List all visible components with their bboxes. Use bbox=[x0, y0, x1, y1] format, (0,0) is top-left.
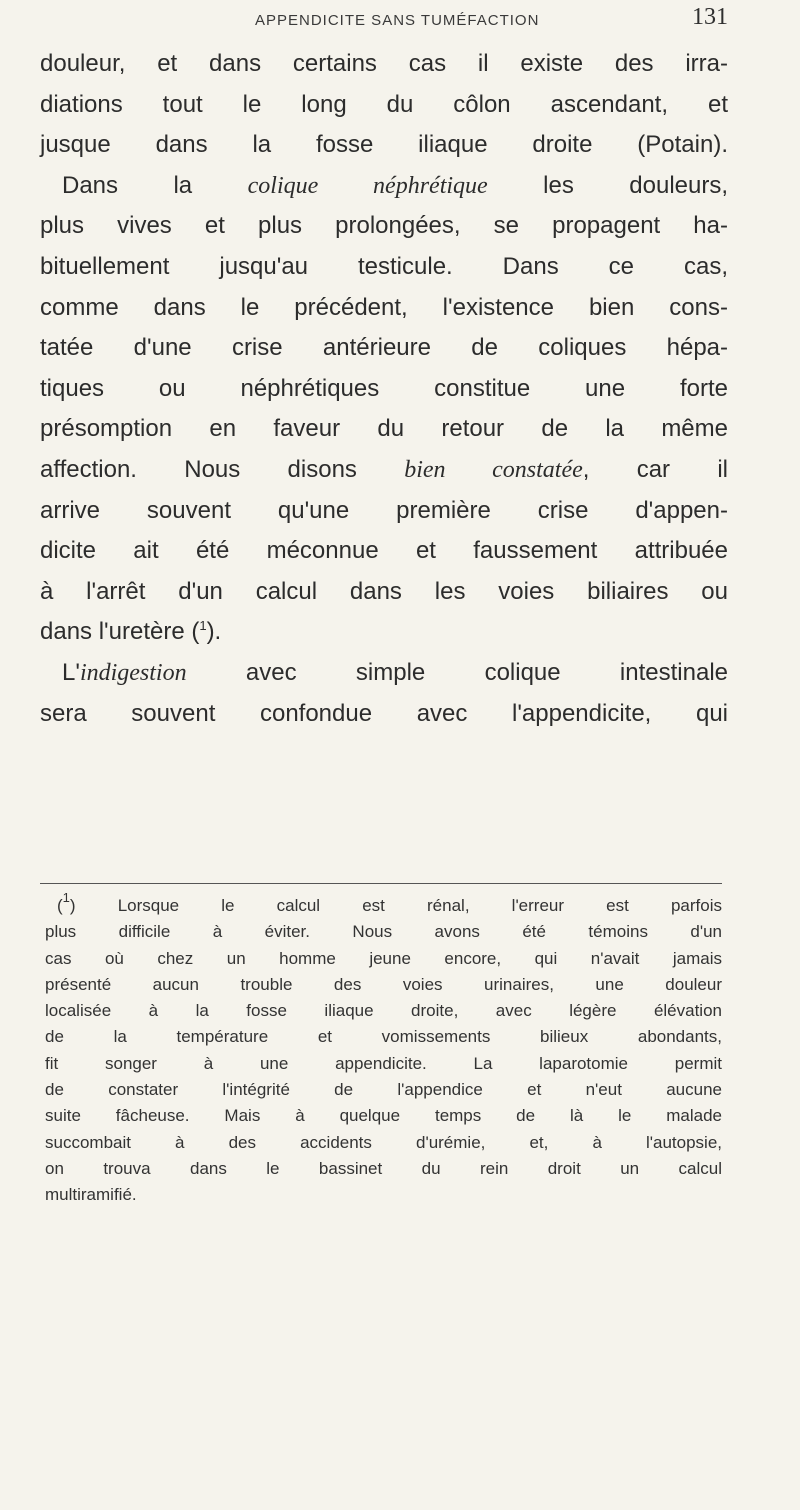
text-run: les douleurs, bbox=[487, 171, 729, 199]
text-line: tiques ou néphrétiques constitue une forte bbox=[40, 374, 728, 402]
text-run: L' bbox=[62, 658, 80, 686]
running-header bbox=[255, 4, 775, 38]
footnote-line: fit songer à une appendicite. La laparotomie permit bbox=[45, 1053, 722, 1073]
text-run: ) Lorsque le calcul est rénal, l'erreur est parfois bbox=[69, 896, 722, 915]
text-run: dans l'uretère ( bbox=[40, 618, 200, 646]
text-line: douleur, et dans certains cas il existe des irra- bbox=[40, 50, 728, 77]
text-line: diations tout le long du côlon ascendant, et bbox=[40, 90, 728, 118]
footnote-reference[interactable]: 1 bbox=[199, 618, 207, 634]
running-title: APPENDICITE SANS TUMÉFACTION bbox=[255, 12, 540, 29]
main-text bbox=[40, 44, 728, 734]
footnote bbox=[45, 890, 722, 1209]
footnote-line: présenté aucun trouble des voies urinaires, une douleur bbox=[45, 974, 722, 994]
footnote-line: de la température et vomissements bilieux abondants, bbox=[45, 1027, 722, 1047]
italic-term: colique néphrétique bbox=[247, 172, 488, 199]
italic-term: bien constatée bbox=[404, 456, 583, 483]
italic-term: indigestion bbox=[79, 659, 187, 686]
text-run: ). bbox=[206, 618, 222, 646]
footnote-line: localisée à la fosse iliaque droite, avec légère élévation bbox=[45, 1001, 722, 1021]
text-run: , car il bbox=[582, 455, 728, 483]
text-line bbox=[40, 166, 728, 207]
text-line bbox=[40, 612, 728, 653]
text-run: avec simple colique intestinale bbox=[186, 658, 728, 686]
text-line: dicite ait été méconnue et faussement attribuée bbox=[40, 537, 728, 565]
footnote-line: ($^1$) Lorsque le calcul est rénal, l'erreur est parfois bbox=[57, 890, 722, 915]
text-run: affection. Nous disons bbox=[40, 455, 405, 483]
text-line: plus vives et plus prolongées, se propagent ha- bbox=[40, 212, 728, 240]
footnote-marker: 1 bbox=[62, 890, 70, 905]
text-line: jusque dans la fosse iliaque droite (Potain). bbox=[40, 131, 728, 159]
text-line bbox=[40, 450, 728, 491]
footnote-line: de constater l'intégrité de l'appendice et n'eut aucune bbox=[45, 1080, 722, 1100]
text-line: tatée d'une crise antérieure de coliques hépa- bbox=[40, 334, 728, 362]
text-line: présomption en faveur du retour de la même bbox=[40, 415, 728, 443]
text-line: sera souvent confondue avec l'appendicite, qui bbox=[40, 699, 728, 727]
footnote-line: on trouva dans le bassinet du rein droit un calcul bbox=[45, 1158, 722, 1178]
text-line: à l'arrêt d'un calcul dans les voies biliaires ou bbox=[40, 577, 728, 605]
text-line: comme dans le précédent, l'existence bien cons- bbox=[40, 293, 728, 321]
footnote-separator bbox=[40, 883, 722, 884]
footnote-line: suite fâcheuse. Mais à quelque temps de là le malade bbox=[45, 1106, 722, 1126]
text-run: Dans la bbox=[62, 171, 248, 199]
footnote-line: plus difficile à éviter. Nous avons été témoins d'un bbox=[45, 922, 722, 942]
footnote-line: multiramifié. bbox=[45, 1185, 137, 1205]
text-line bbox=[40, 653, 728, 694]
page-number: 131 bbox=[692, 4, 728, 30]
footnote-line: cas où chez un homme jeune encore, qui n'avait jamais bbox=[45, 948, 722, 968]
text-line: arrive souvent qu'une première crise d'appen- bbox=[40, 496, 728, 524]
text-line: bituellement jusqu'au testicule. Dans ce cas, bbox=[40, 252, 728, 280]
footnote-line: succombait à des accidents d'urémie, et, à l'autopsie, bbox=[45, 1132, 722, 1152]
